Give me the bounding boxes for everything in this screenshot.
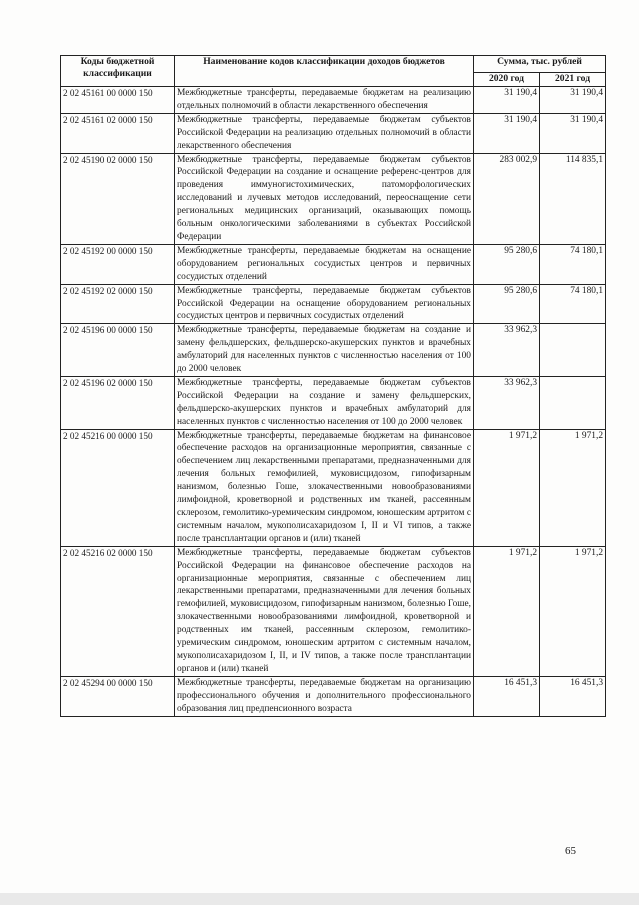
table-row [61,113,606,153]
row-code: 2 02 45192 00 0000 150 [61,244,175,284]
row-code: 2 02 45161 00 0000 150 [61,87,175,114]
row-amount-2021 [540,324,606,377]
row-amount-2020: 31 190,4 [474,87,540,114]
row-amount-2020: 95 280,6 [474,284,540,324]
row-code: 2 02 45216 00 0000 150 [61,429,175,546]
row-amount-2021: 74 180,1 [540,284,606,324]
scan-bottom-edge [0,893,639,905]
row-amount-2021: 1 971,2 [540,429,606,546]
table-row [61,244,606,284]
row-amount-2020: 1 971,2 [474,546,540,676]
table-row [61,376,606,429]
table-row [61,87,606,114]
row-amount-2021 [540,376,606,429]
row-name: Межбюджетные трансферты, передаваемые бюджетам на финансовое обеспечение расходов на организационные мероприятия, связанные с обеспечением лиц лекарственными препаратами, предназначенными для лечения больных гемофилией, муковисцидозом, гипофизарным нанизмом, болезнью Гоше, злокачественными новообразованиями лимфоидной, кроветворной и родственных им тканей, рассеянным склерозом, гемолитико-уремическим синдромом, юношеским артритом с системным началом, мукополисахаридозом I, II и VI типов, а также после трансплантации органов и (или) тканей [175,429,474,546]
row-amount-2021: 31 190,4 [540,113,606,153]
row-name: Межбюджетные трансферты, передаваемые бюджетам субъектов Российской Федерации на создание и замену фельдшерских, фельдшерско-акушерских пунктов и врачебных амбулаторий для населенных пунктов с численностью населения от 100 до 2000 человек [175,376,474,429]
row-name: Межбюджетные трансферты, передаваемые бюджетам субъектов Российской Федерации на создание и оснащение референс-центров для проведения иммуногистохимических, патоморфологических исследований и лучевых методов исследований, переоснащение сети региональных медицинских организаций, оказывающих помощь больным онкологическими заболеваниями в субъектах Российской Федерации [175,153,474,244]
row-code: 2 02 45192 02 0000 150 [61,284,175,324]
row-code: 2 02 45196 00 0000 150 [61,324,175,377]
table-row [61,324,606,377]
row-name: Межбюджетные трансферты, передаваемые бюджетам субъектов Российской Федерации на оснащение оборудованием региональных сосудистых центров и первичных сосудистых отделений [175,284,474,324]
row-name: Межбюджетные трансферты, передаваемые бюджетам на реализацию отдельных полномочий в области лекарственного обеспечения [175,87,474,114]
row-amount-2021: 1 971,2 [540,546,606,676]
row-amount-2020: 33 962,3 [474,376,540,429]
header-sum: Сумма, тыс. рублей [474,56,606,73]
row-amount-2020: 31 190,4 [474,113,540,153]
row-amount-2021: 31 190,4 [540,87,606,114]
row-name: Межбюджетные трансферты, передаваемые бюджетам на организацию профессионального обучения и дополнительного профессионального образования лиц предпенсионного возраста [175,676,474,716]
table-row [61,153,606,244]
row-code: 2 02 45161 02 0000 150 [61,113,175,153]
row-code: 2 02 45216 02 0000 150 [61,546,175,676]
row-amount-2020: 283 002,9 [474,153,540,244]
table-row [61,429,606,546]
row-name: Межбюджетные трансферты, передаваемые бюджетам субъектов Российской Федерации на финансовое обеспечение расходов на организационные мероприятия, связанные с обеспечением лиц лекарственными препаратами, предназначенными для лечения больных гемофилией, муковисцидозом, гипофизарным нанизмом, болезнью Гоше, злокачественными новообразованиями лимфоидной, кроветворной и родственных им тканей, рассеянным склерозом, гемолитико-уремическим синдромом, юношеским артритом с системным началом, мукополисахаридозом I, II, и IV типов, а также после трансплантации органов и (или) тканей [175,546,474,676]
row-amount-2021: 16 451,3 [540,676,606,716]
row-name: Межбюджетные трансферты, передаваемые бюджетам на оснащение оборудованием региональных сосудистых центров и первичных сосудистых отделений [175,244,474,284]
row-name: Межбюджетные трансферты, передаваемые бюджетам субъектов Российской Федерации на реализацию отдельных полномочий в области лекарственного обеспечения [175,113,474,153]
header-code: Коды бюджетной классификации [61,56,175,87]
row-code: 2 02 45196 02 0000 150 [61,376,175,429]
row-code: 2 02 45294 00 0000 150 [61,676,175,716]
row-amount-2020: 95 280,6 [474,244,540,284]
header-name: Наименование кодов классификации доходов бюджетов [175,56,474,87]
row-amount-2020: 1 971,2 [474,429,540,546]
table-row [61,676,606,716]
table-row [61,546,606,676]
row-amount-2020: 33 962,3 [474,324,540,377]
budget-revenue-table [60,55,606,717]
row-amount-2020: 16 451,3 [474,676,540,716]
row-code: 2 02 45190 02 0000 150 [61,153,175,244]
header-year-2020: 2020 год [474,73,540,87]
row-amount-2021: 114 835,1 [540,153,606,244]
row-name: Межбюджетные трансферты, передаваемые бюджетам на создание и замену фельдшерских, фельдшерско-акушерских пунктов и врачебных амбулаторий для населенных пунктов с численностью населения от 100 до 2000 человек [175,324,474,377]
page-number: 65 [565,845,576,857]
header-year-2021: 2021 год [540,73,606,87]
row-amount-2021: 74 180,1 [540,244,606,284]
table-row [61,284,606,324]
